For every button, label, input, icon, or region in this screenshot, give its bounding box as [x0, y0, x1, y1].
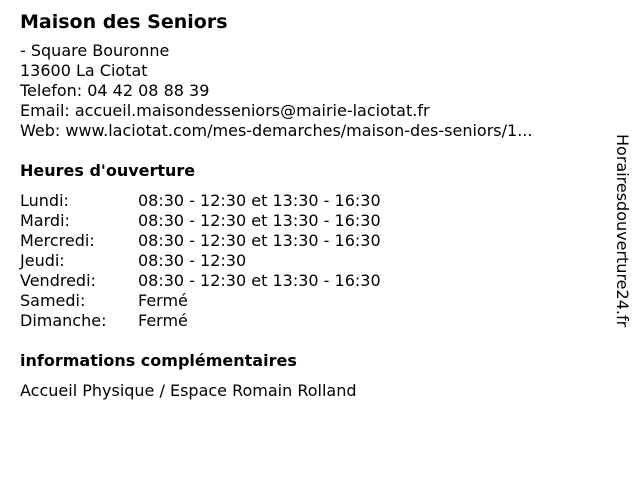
- hours-value: 08:30 - 12:30 et 13:30 - 16:30: [138, 271, 381, 290]
- hours-row: [20, 271, 600, 291]
- day-label: Dimanche:: [20, 311, 107, 330]
- day-label: Vendredi:: [20, 271, 96, 290]
- additional-info-text: Accueil Physique / Espace Romain Rolland: [20, 381, 357, 400]
- watermark-site-label: Horairesdouverture24.fr: [613, 134, 632, 328]
- hours-row: [20, 251, 600, 271]
- hours-value: Fermé: [138, 311, 188, 330]
- hours-row: [20, 211, 600, 231]
- day-label: Jeudi:: [20, 251, 65, 270]
- hours-row: [20, 231, 600, 251]
- street-address: - Square Bouronne: [20, 41, 170, 60]
- day-label: Mardi:: [20, 211, 70, 230]
- day-label: Mercredi:: [20, 231, 95, 250]
- address-block: [20, 41, 600, 141]
- hours-value: 08:30 - 12:30 et 13:30 - 16:30: [138, 211, 381, 230]
- hours-row: [20, 311, 600, 331]
- day-label: Samedi:: [20, 291, 86, 310]
- hours-row: [20, 191, 600, 211]
- hours-row: [20, 291, 600, 311]
- phone-number: Telefon: 04 42 08 88 39: [20, 81, 210, 100]
- email-address: Email: accueil.maisondesseniors@mairie-laciotat.fr: [20, 101, 430, 120]
- opening-hours-heading: Heures d'ouverture: [20, 161, 196, 180]
- city-postal-code: 13600 La Ciotat: [20, 61, 148, 80]
- hours-value: 08:30 - 12:30: [138, 251, 247, 270]
- hours-value: Fermé: [138, 291, 188, 310]
- day-label: Lundi:: [20, 191, 69, 210]
- additional-info-heading: informations complémentaires: [20, 351, 297, 370]
- opening-hours-section: [20, 161, 600, 331]
- business-card: [20, 9, 600, 401]
- page-title: Maison des Seniors: [20, 11, 228, 33]
- hours-value: 08:30 - 12:30 et 13:30 - 16:30: [138, 191, 381, 210]
- hours-value: 08:30 - 12:30 et 13:30 - 16:30: [138, 231, 381, 250]
- additional-info-section: [20, 351, 600, 401]
- website-link[interactable]: Web: www.laciotat.com/mes-demarches/maison-des-seniors/1...: [20, 121, 533, 140]
